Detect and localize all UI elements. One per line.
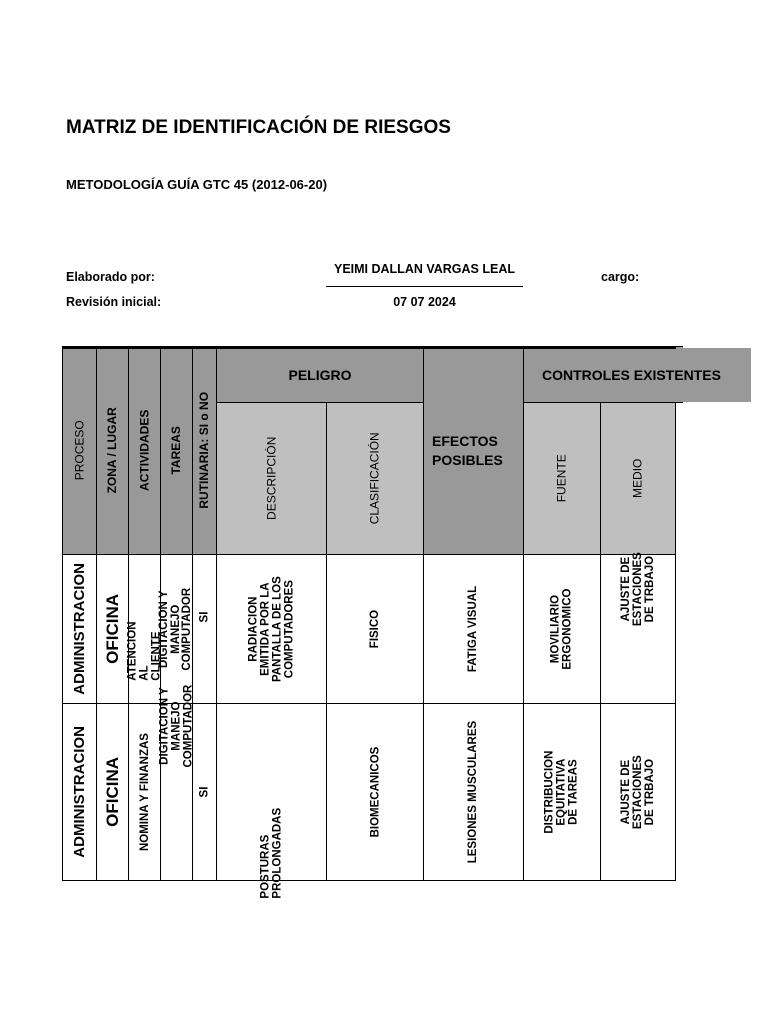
table-row-2-descripcion: POSTURAS PROLONGADAS <box>216 703 327 881</box>
header-medio: MEDIO <box>600 402 676 555</box>
header-tareas: TAREAS <box>160 346 193 555</box>
table-row-1-proceso: ADMINISTRACION <box>62 554 97 704</box>
header-rutinaria: RUTINARIA: SI o NO <box>192 346 217 555</box>
header-zona: ZONA / LUGAR <box>96 346 129 555</box>
table-row-2-proceso: ADMINISTRACION <box>62 703 97 881</box>
table-row-2-medio: AJUSTE DE ESTACIONES DE TRBAJO <box>600 703 676 881</box>
table-row-2-fuente: DISTRIBUCION EQUITATIVA DE TAREAS <box>523 703 601 881</box>
table-row-1-efectos: FATIGA VISUAL <box>423 554 524 704</box>
table-row-1-actividades: ATENCION AL CLIENTE <box>128 554 161 704</box>
revision-date: 07 07 2024 <box>393 295 456 309</box>
table-row-1-clasificacion: FISICO <box>326 554 424 704</box>
table-row-2-efectos: LESIONES MUSCULARES <box>423 703 524 881</box>
author-underline <box>326 286 523 287</box>
table-row-1-tareas: DIGITACION Y MANEJO COMPUTADOR <box>160 554 193 704</box>
header-descripcion: DESCRIPCIÓN <box>216 402 327 555</box>
header-controles: CONTROLES EXISTENTES <box>523 346 683 403</box>
revision-label: Revisión inicial: <box>66 295 162 309</box>
table-row-2-zona: OFICINA <box>96 703 129 881</box>
table-row-1-medio: AJUSTE DE ESTACIONES DE TRBAJO <box>600 554 676 704</box>
table-top-rule <box>62 346 676 349</box>
elaborado-label: Elaborado por: <box>66 270 155 284</box>
table-row-2-tareas: DIGITACION Y MANEJO COMPUTADOR <box>160 703 193 881</box>
header-actividades: ACTIVIDADES <box>128 346 161 555</box>
document-title: MATRIZ DE IDENTIFICACIÓN DE RIESGOS <box>66 117 451 138</box>
header-clasificacion: CLASIFICACIÓN <box>326 402 424 555</box>
table-row-1-fuente: MOVILIARIO ERGONOMICO <box>523 554 601 704</box>
table-row-2-actividades: NOMINA Y FINANZAS <box>128 703 161 881</box>
header-proceso: PROCESO <box>62 346 97 555</box>
table-row-2-clasificacion: BIOMECANICOS <box>326 703 424 881</box>
author-name: YEIMI DALLAN VARGAS LEAL <box>333 262 516 276</box>
header-fuente: FUENTE <box>523 402 601 555</box>
cargo-label: cargo: <box>601 270 640 284</box>
risk-matrix-table <box>62 346 721 899</box>
table-row-1-descripcion: RADIACION EMITIDA POR LA PANTALLA DE LOS COMPUTADORES <box>216 554 327 704</box>
table-row-2-rutinaria: SI <box>192 703 217 881</box>
table-row-1-zona: OFICINA <box>96 554 129 704</box>
header-efectos: EFECTOS POSIBLES <box>423 346 524 555</box>
document-subtitle: METODOLOGÍA GUÍA GTC 45 (2012-06-20) <box>66 177 328 192</box>
header-peligro: PELIGRO <box>216 346 424 403</box>
table-row-1-rutinaria: SI <box>192 554 217 704</box>
